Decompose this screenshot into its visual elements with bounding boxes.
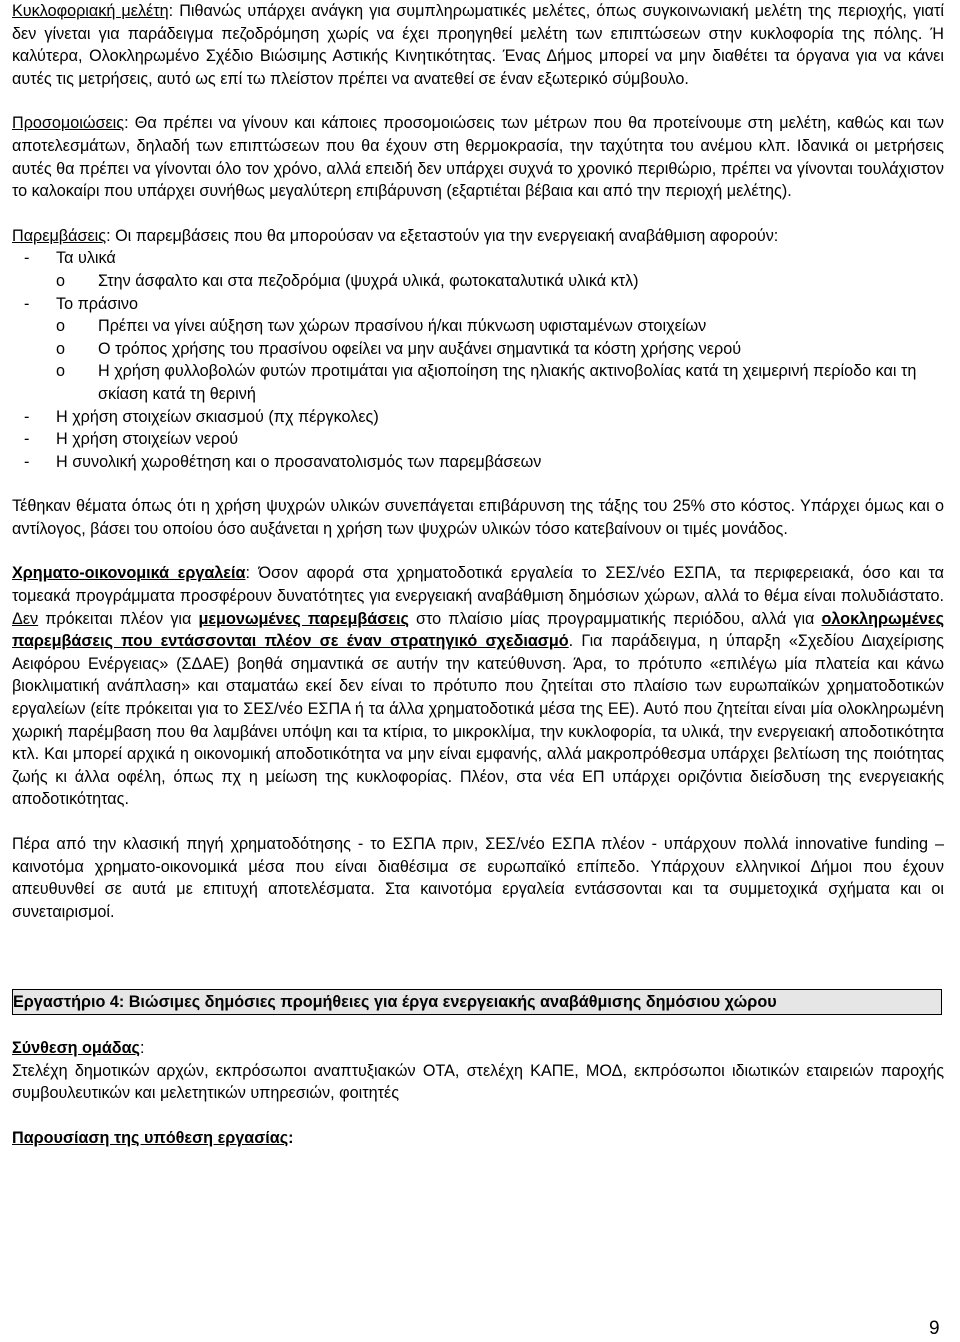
- list-item: - Το πράσινο: [12, 293, 944, 316]
- interventions-list: [12, 247, 944, 473]
- paragraph-text: πρόκειται πλέον για: [38, 609, 199, 628]
- paragraph-innovative-funding: Πέρα από την κλασική πηγή χρηματοδότησης - το ΕΣΠΑ πριν, ΣΕΣ/νέο ΕΣΠΑ πλέον - υπάρχουν πολλά innovative funding – καινοτόμα χρηματο-οικονομικά μέσα που είναι διαθέσιμα σε ευρωπαϊκό επίπεδο. Υπάρχουν ελληνικοί Δήμοι που έχουν απευθυνθεί σε αυτά με επιτυχή αποτελέσματα. Στα καινοτόμα εργαλεία εντάσσονται και τα συμμετοχικά σχήματα και οι συνεταιρισμοί.: [12, 835, 944, 921]
- sub-list-item: o Η χρήση φυλλοβολών φυτών προτιμάται για αξιοποίηση της ηλιακής ακτινοβολίας κατά τη χειμερινή περίοδο και τη σκίαση κατά τη θερινή: [12, 360, 944, 405]
- workshop-title: Εργαστήριο 4: Βιώσιμες δημόσιες προμήθειες για έργα ενεργειακής αναβάθμισης δημόσιου χώρου: [13, 993, 777, 1012]
- paragraph-simulations: [12, 112, 944, 202]
- paragraph-text: : Πιθανώς υπάρχει ανάγκη για συμπληρωματικές μελέτες, όπως συγκοινωνιακή μελέτη της περιοχής, γιατί δεν γίνεται για παράδειγμα πεζοδρόμηση χωρίς να έχει προηγηθεί μελέτη των επιπτώσεων στην κυκλοφορία της πόλης. Ή καλύτερα, Ολοκληρωμένο Σχέδιο Βιώσιμης Αστικής Κινητικότητας. Ένας Δήμος μπορεί να μην διαθέτει τα όργανα για να κάνει αυτές τις μετρήσεις, αυτό ως επί τω πλείστον πρέπει να ανατεθεί σε έναν εξωτερικό σύμβουλο.: [12, 2, 944, 88]
- term-financial-tools: Χρηματο-οικονομικά εργαλεία: [12, 564, 246, 583]
- sub-list-item: o Πρέπει να γίνει αύξηση των χώρων πρασίνου ή/και πύκνωση υφισταμένων στοιχείων: [12, 315, 944, 338]
- presentation-heading: Παρουσίαση της υπόθεση εργασίας: [12, 1128, 289, 1147]
- paragraph-text: . Για παράδειγμα, η ύπαρξη «Σχεδίου Διαχείρισης Αειφόρου Ενέργειας» (ΣΔΑΕ) βοηθά σημαντικά σε αυτήν την κατεύθυνση. Άρα, το πρότυπο «επιλέγω μία πλατεία και κάνω βιοκλιματική ανάπλαση» και σταματάω εκεί δεν είναι το πρότυπο που ζητείται στο πλαίσιο των ευρωπαϊκών χρηματοδοτικών εργαλείων (είτε πρόκειται για το ΣΕΣ/νέο ΕΣΠΑ ή τα άλλα χρηματοδοτικά μέσα της ΕΕ). Αυτό που ζητείται είναι μία ολοκληρωμένη χωρική παρέμβαση που θα λαμβάνει υπόψη και τα κτίρια, το μικροκλίμα, την κυκλοφορία, τα υλικά, την ενεργειακή αποδοτικότητα κτλ. Και μπορεί αρχικά η οικονομική αποδοτικότητα να μην είναι εμφανής, αλλά μακροπρόθεσμα υπάρχει βελτίωση της ποιότητας ζωής κι άλλα οφέλη, όπως πχ η μείωση της κυκλοφορίας. Πλέον, στα νέα ΕΠ υπάρχει οριζόντια διείσδυση της ενεργειακής αποδοτικότητας.: [12, 632, 944, 809]
- list-item: - Τα υλικά: [12, 247, 944, 270]
- term-traffic-study: Κυκλοφοριακή μελέτη: [12, 2, 169, 20]
- underlined-text: Δεν: [12, 609, 39, 628]
- heading-colon: :: [288, 1128, 294, 1147]
- composition-heading-line: [12, 1037, 944, 1060]
- list-item: - Η χρήση στοιχείων σκιασμού (πχ πέργκολες): [12, 406, 944, 429]
- paragraph-interventions: [12, 225, 944, 248]
- paragraph-financial-tools: [12, 562, 944, 811]
- emphasis-text: μεμονωμένες παρεμβάσεις: [198, 609, 409, 628]
- emphasis-text: ολοκληρωμένες παρεμβάσεις που εντάσσονται πλέον σε έναν στρατηγικό σχεδιασμό: [12, 609, 944, 651]
- workshop-banner: [12, 989, 942, 1015]
- sub-list-item: o Στην άσφαλτο και στα πεζοδρόμια (ψυχρά υλικά, φωτοκαταλυτικά υλικά κτλ): [12, 270, 944, 293]
- paragraph-text: : Όσον αφορά στα χρηματοδοτικά εργαλεία το ΣΕΣ/νέο ΕΣΠΑ, τα περιφερειακά, όσο και τα τομεακά προγράμματα προσφέρουν δυνατότητες για ενεργειακή αναβάθμιση δημόσιων χώρων, αλλά το θέμα είναι πολυδιάστατο.: [12, 564, 944, 606]
- term-interventions: Παρεμβάσεις: [12, 226, 107, 245]
- composition-heading: Σύνθεση ομάδας: [12, 1038, 140, 1057]
- paragraph-text: : Οι παρεμβάσεις που θα μπορούσαν να εξεταστούν για την ενεργειακή αναβάθμιση αφορούν:: [106, 226, 779, 245]
- list-item: - Η χρήση στοιχείων νερού: [12, 428, 944, 451]
- heading-colon: :: [139, 1038, 145, 1057]
- term-simulations: Προσομοιώσεις: [12, 114, 125, 133]
- document-page: [12, 0, 944, 1149]
- paragraph-text: στο πλαίσιο μίας προγραμματικής περιόδου, αλλά για: [408, 609, 822, 628]
- presentation-heading-line: [12, 1127, 944, 1150]
- page-number: 9: [929, 1318, 940, 1339]
- paragraph-text: : Θα πρέπει να γίνουν και κάποιες προσομοιώσεις των μέτρων που θα προτείνουμε στη μελέτη, καθώς και των αποτελεσμάτων, δηλαδή των επιπτώσεων που θα έχουν στη θερμοκρασία, την ταχύτητα του ανέμου κλπ. Ιδανικά οι μετρήσεις αυτές θα πρέπει να γίνονται όλο τον χρόνο, αλλά επειδή δεν υπάρχει συχνά το χρονικό περιθώριο, πρέπει να γίνονται τουλάχιστον το καλοκαίρι που υπάρχει συνήθως μεγαλύτερη επιβάρυνση (εξαρτιέται βέβαια και από την περιοχή μελέτης).: [12, 114, 944, 201]
- paragraph-traffic-study: [12, 0, 944, 90]
- composition-text: Στελέχη δημοτικών αρχών, εκπρόσωποι αναπτυξιακών ΟΤΑ, στελέχη ΚΑΠΕ, ΜΟΔ, εκπρόσωποι ιδιωτικών εταιρειών παροχής συμβουλευτικών και μελετητικών υπηρεσιών, φοιτητές: [12, 1061, 944, 1103]
- list-item: - Η συνολική χωροθέτηση και ο προσανατολισμός των παρεμβάσεων: [12, 451, 944, 474]
- sub-list-item: o Ο τρόπος χρήσης του πρασίνου οφείλει να μην αυξάνει σημαντικά τα κόστη χρήσης νερού: [12, 338, 944, 361]
- paragraph-cool-materials-cost: Τέθηκαν θέματα όπως ότι η χρήση ψυχρών υλικών συνεπάγεται επιβάρυνση της τάξης του 25% στο κόστος. Υπάρχει όμως και ο αντίλογος, βάσει του οποίου όσο αυξάνεται η χρήση των ψυχρών υλικών τόσο κατεβαίνουν οι τιμές μονάδος.: [12, 497, 944, 538]
